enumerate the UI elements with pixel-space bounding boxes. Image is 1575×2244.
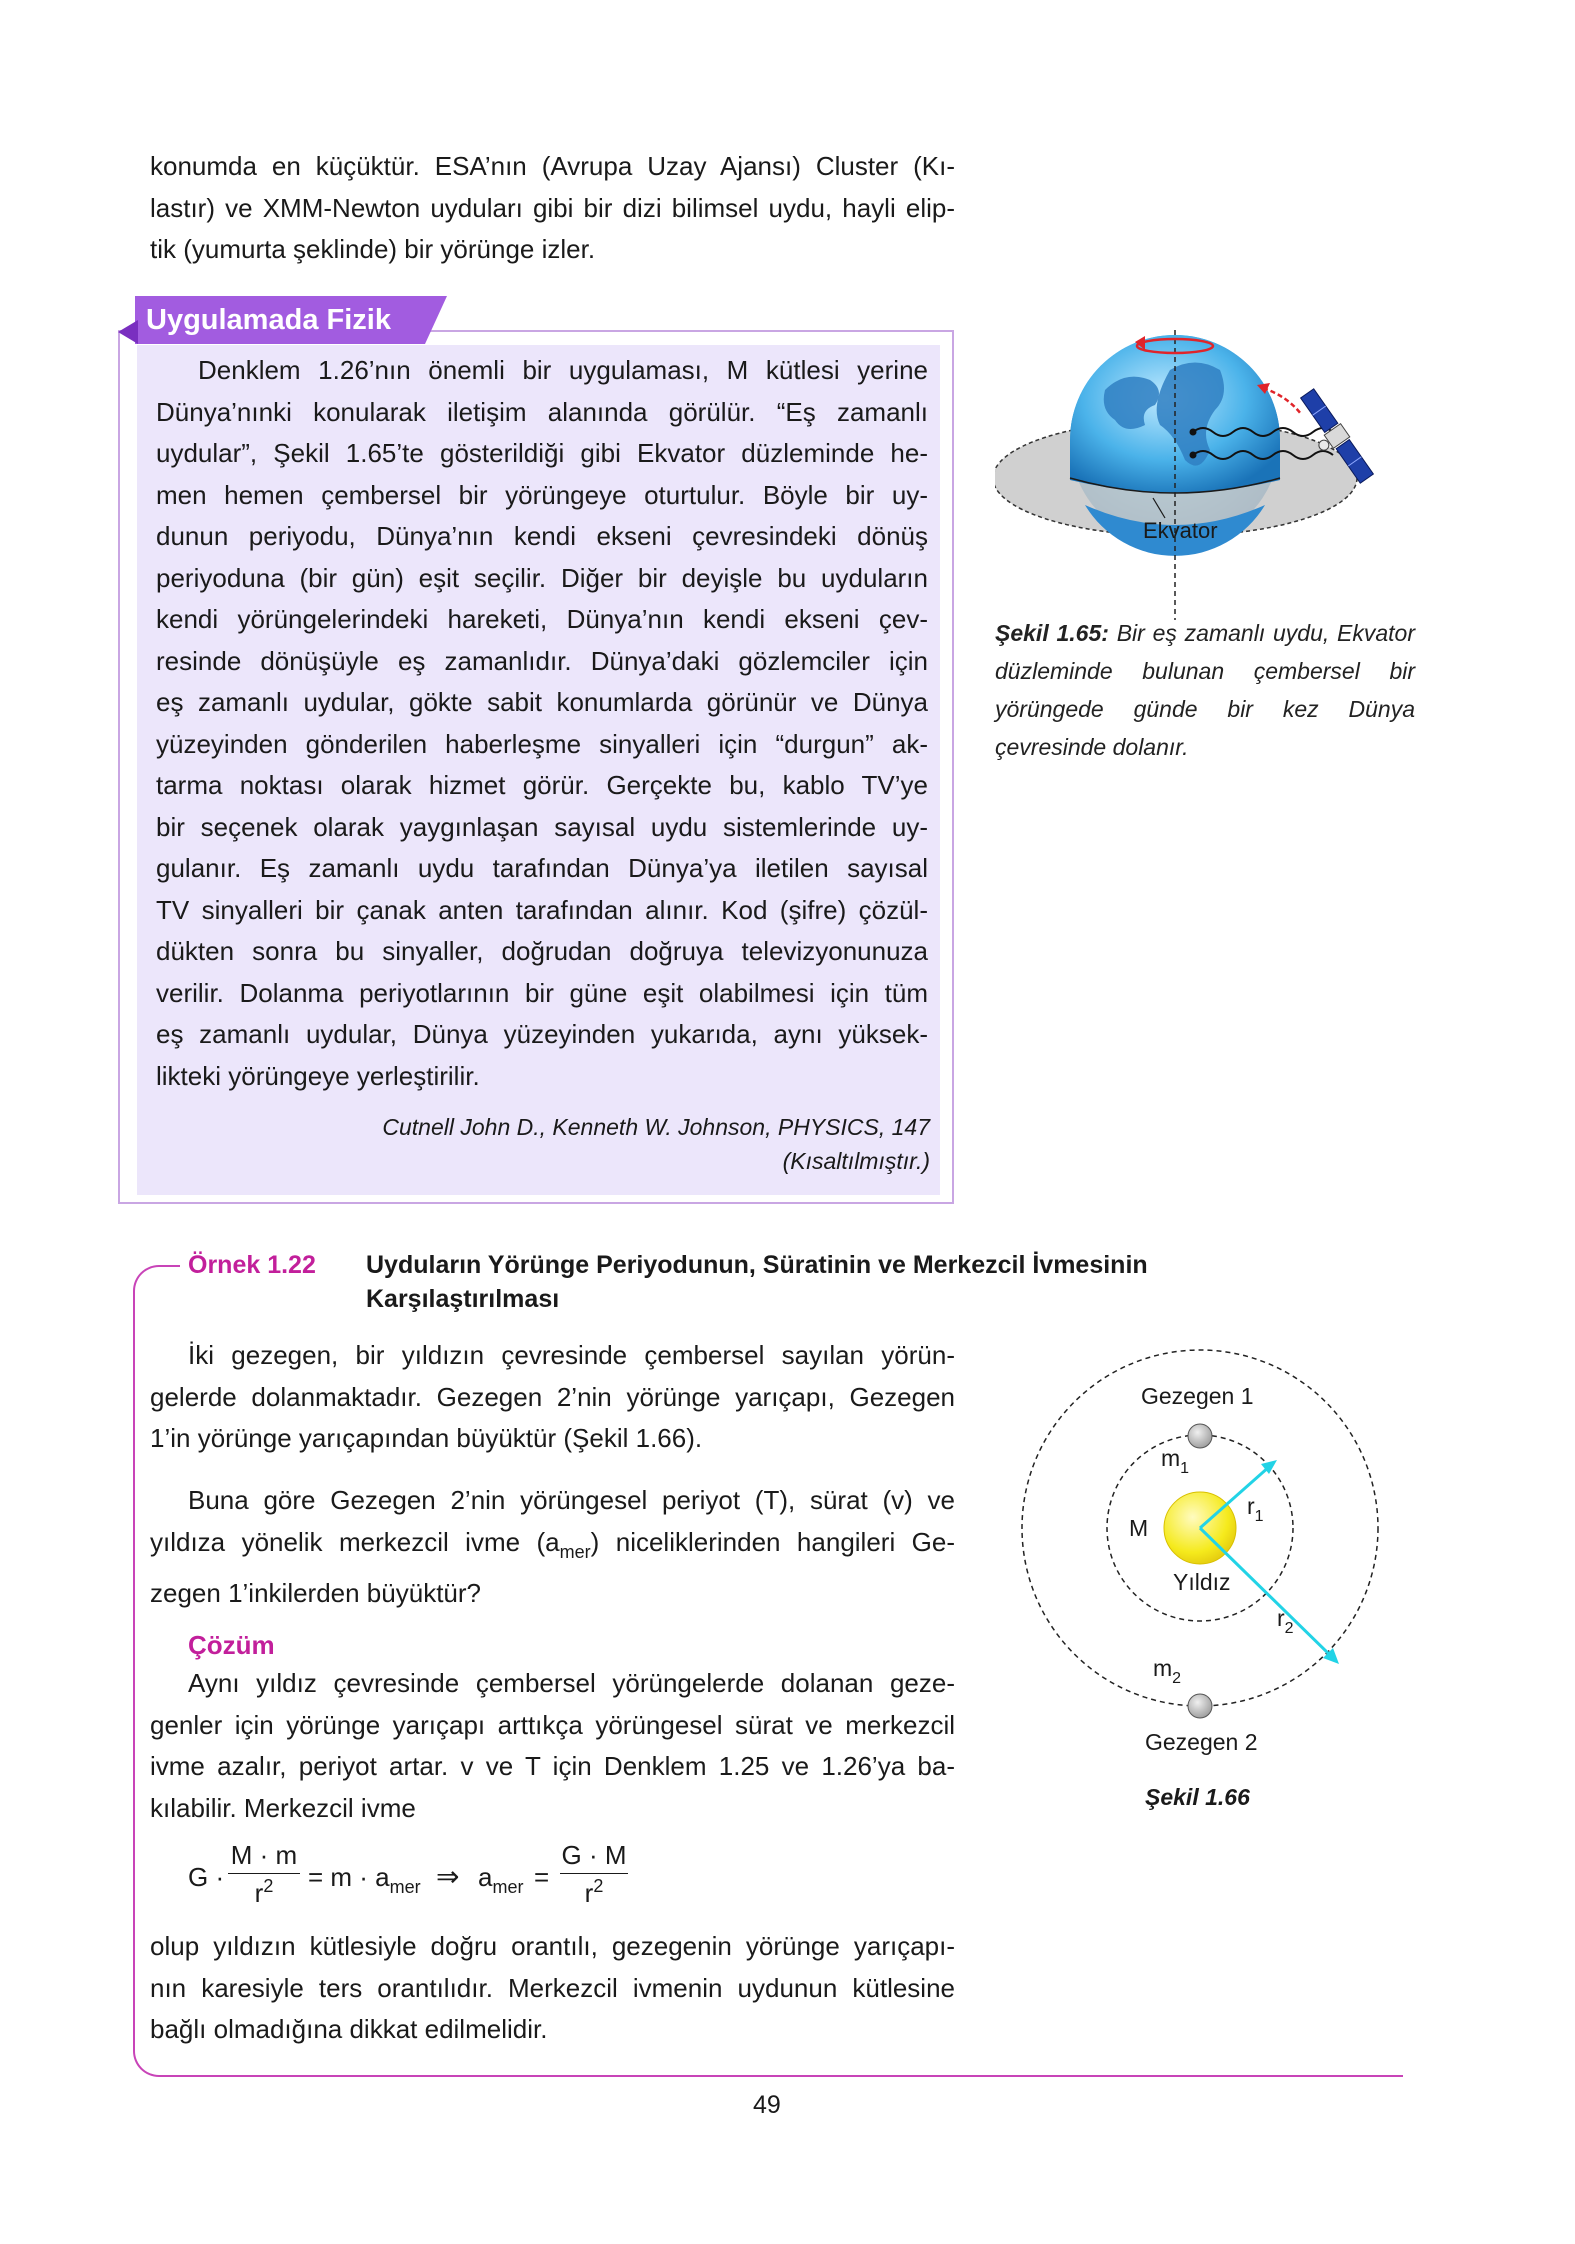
r1-subscript: 1 xyxy=(1254,1508,1264,1525)
planet-2 xyxy=(1188,1694,1212,1718)
gezegen-1-label: Gezegen 1 xyxy=(1141,1383,1254,1409)
example-line xyxy=(150,1522,955,1574)
box-line: periyoduna (bir gün) eşit seçilir. Diğer bir deyişle bu uyduların xyxy=(156,562,928,593)
box-line: tarma noktası olarak hizmet görür. Gerçekte bu, kablo TV’ye xyxy=(156,770,928,800)
eq-numerator: G · M xyxy=(561,1840,627,1870)
box-line: TV sinyalleri bir çanak anten tarafından alınır. Kod (şifre) çözül- xyxy=(156,894,928,925)
box-line: bir seçenek olarak yaygınlaşan sayısal uydu sistemlerinde uy- xyxy=(156,811,928,842)
eq-fraction-bar xyxy=(228,1873,300,1874)
box-line: kendi yörüngelerindeki hareketi, Dünya’nın kendi ekseni çev- xyxy=(156,604,928,634)
eq-m-a: = m · a xyxy=(308,1862,390,1892)
solution-paragraph xyxy=(150,1663,955,1829)
implies-icon: ⇒ xyxy=(436,1861,460,1892)
eq-denominator xyxy=(560,1876,628,1909)
box-line: uydular”, Şekil 1.65’te gösterildiği gibi Ekvator düzleminde he- xyxy=(156,438,928,468)
citation-line: (Kısaltılmıştır.) xyxy=(782,1148,930,1174)
citation-line: Cutnell John D., Kenneth W. Johnson, PHYSICS, 147 xyxy=(382,1114,930,1140)
m2-subscript: 2 xyxy=(1172,1670,1182,1687)
solution-line: genler için yörünge yarıçapı arttıkça yörüngesel sürat ve merkezcil xyxy=(150,1709,955,1740)
eq-middle xyxy=(308,1862,421,1898)
citation xyxy=(382,1110,930,1178)
solution-line: kılabilir. Merkezcil ivme xyxy=(150,1792,416,1823)
m2-base: m xyxy=(1153,1655,1173,1681)
tab-corner-icon xyxy=(118,320,138,344)
conclusion-line: bağlı olmadığına dikkat edilmelidir. xyxy=(150,2014,548,2044)
eq-equals: = xyxy=(534,1862,550,1892)
eq-exponent: 2 xyxy=(263,1876,274,1896)
example-text: yıldıza yönelik merkezcil ivme (a xyxy=(150,1526,560,1557)
box-line: yüzeyinden gönderilen haberleşme sinyalleri için “durgun” ak- xyxy=(156,728,928,759)
box-line: eş zamanlı uydular, gökte sabit konumlarda görünür ve Dünya xyxy=(156,687,928,717)
example-title: Uyduların Yörünge Periyodunun, Süratinin ve Merkezcil İvmesinin Karşılaştırılması xyxy=(366,1251,1148,1313)
example-line: gelerde dolanmaktadır. Gezegen 2’nin yörünge yarıçapı, Gezegen xyxy=(150,1381,955,1412)
eq-r: r xyxy=(584,1878,594,1908)
intro-line: konumda en küçüktür. ESA’nın (Avrupa Uzay Ajansı) Cluster (Kı- xyxy=(150,151,955,181)
gezegen-2-label: Gezegen 2 xyxy=(1145,1729,1258,1755)
eq-denominator xyxy=(228,1876,300,1909)
m2-label xyxy=(1153,1655,1181,1687)
eq-fraction-1 xyxy=(228,1840,300,1909)
intro-line: lastır) ve XMM-Newton uyduları gibi bir dizi bilimsel uydu, hayli elip- xyxy=(150,192,955,223)
intro-paragraph xyxy=(150,146,955,271)
r1-label xyxy=(1247,1493,1264,1525)
m1-subscript: 1 xyxy=(1180,1460,1190,1477)
planet-1 xyxy=(1188,1424,1212,1448)
box-line: Denklem 1.26’nın önemli bir uygulaması, M kütlesi yerine xyxy=(198,355,928,385)
yildiz-label: Yıldız xyxy=(1173,1569,1231,1595)
eq-numerator: M · m xyxy=(230,1840,298,1870)
conclusion-paragraph xyxy=(150,1926,955,2051)
signal-dot xyxy=(1190,452,1197,459)
figure-1-66-caption: Şekil 1.66 xyxy=(1145,1784,1250,1810)
eq-fraction-bar xyxy=(560,1873,628,1874)
eq-exponent: 2 xyxy=(593,1876,604,1896)
figure-1-65-caption xyxy=(995,614,1415,766)
m1-base: m xyxy=(1161,1445,1181,1471)
box-line: likteki yörüngeye yerleştirilir. xyxy=(156,1060,480,1091)
subscript: mer xyxy=(492,1877,524,1897)
eq-a-mer xyxy=(478,1862,523,1898)
box-line: gulanır. Eş zamanlı uydu tarafından Dünya’ya iletilen sayısal xyxy=(156,853,928,883)
eq-fraction-2 xyxy=(560,1840,628,1909)
solution-line: Aynı yıldız çevresinde çembersel yörüngelerde dolanan geze- xyxy=(188,1668,955,1698)
box-line: verilir. Dolanma periyotlarının bir güne eşit olabilmesi için tüm xyxy=(156,977,928,1008)
example-line: 1’in yörünge yarıçapından büyüktür (Şekil 1.66). xyxy=(150,1423,703,1453)
signal-dot xyxy=(1190,429,1197,436)
eq-g-dot: G · xyxy=(188,1862,225,1892)
box-line: dunun periyodu, Dünya’nın kendi ekseni çevresindeki dönüş xyxy=(156,521,928,551)
example-line: zegen 1’inkilerden büyüktür? xyxy=(150,1578,481,1608)
r2-subscript: 2 xyxy=(1284,1620,1294,1637)
figure-1-65-earth-satellite xyxy=(995,330,1415,620)
eq-a: a xyxy=(478,1862,493,1892)
subscript: mer xyxy=(559,1541,591,1562)
application-box-title: Uygulamada Fizik xyxy=(146,304,391,336)
r1-base: r xyxy=(1247,1493,1255,1519)
figure-1-66-orbits xyxy=(1015,1330,1395,1780)
box-line: Dünya’nınki konularak iletişim alanında görülür. “Eş zamanlı xyxy=(156,396,928,427)
example-paragraph-1 xyxy=(150,1335,955,1460)
eq-r: r xyxy=(254,1878,264,1908)
example-line: İki gezegen, bir yıldızın çevresinde çembersel sayılan yörün- xyxy=(188,1340,955,1370)
centripetal-equation xyxy=(188,1840,788,1920)
box-line: dükten sonra bu sinyaller, doğrudan doğruya televizyonunuza xyxy=(156,936,928,966)
example-line: Buna göre Gezegen 2’nin yörüngesel periyot (T), sürat (v) ve xyxy=(188,1485,955,1515)
solution-line: ivme azalır, periyot artar. v ve T için Denklem 1.25 ve 1.26’ya ba- xyxy=(150,1751,955,1781)
box-line: men hemen çembersel bir yörüngeye oturtulur. Böyle bir uy- xyxy=(156,479,928,510)
figure-caption-label: Şekil 1.65: xyxy=(995,620,1109,646)
intro-line: tik (yumurta şeklinde) bir yörünge izler. xyxy=(150,234,596,264)
figure-caption-text: Bir eş zamanlı uydu, Ekvator düzleminde bulunan çembersel bir yörüngede günde bir kez Dünya çevresinde dolanır. xyxy=(995,620,1415,760)
subscript: mer xyxy=(389,1877,421,1897)
M-label: M xyxy=(1129,1515,1149,1541)
conclusion-line: olup yıldızın kütlesiyle doğru orantılı, gezegenin yörünge yarıçapı- xyxy=(150,1931,955,1961)
page-number: 49 xyxy=(753,2091,781,2119)
example-paragraph-2 xyxy=(150,1480,955,1615)
r2-base: r xyxy=(1277,1605,1285,1631)
example-number: Örnek 1.22 xyxy=(188,1251,316,1279)
box-line: eş zamanlı uydular, Dünya yüzeyinden yukarıda, aynı yüksek- xyxy=(156,1019,928,1049)
conclusion-line: nın karesiyle ters orantılıdır. Merkezcil ivmenin uydunun kütlesine xyxy=(150,1972,955,2003)
m1-label xyxy=(1161,1445,1189,1477)
example-text: ) niceliklerinden hangileri Ge- xyxy=(590,1526,956,1557)
box-line: resinde dönüşüyle eş zamanlıdır. Dünya’daki gözlemciler için xyxy=(156,645,928,676)
application-box-text xyxy=(156,350,928,1097)
ekvator-label: Ekvator xyxy=(1143,518,1218,543)
solution-heading: Çözüm xyxy=(188,1630,275,1660)
